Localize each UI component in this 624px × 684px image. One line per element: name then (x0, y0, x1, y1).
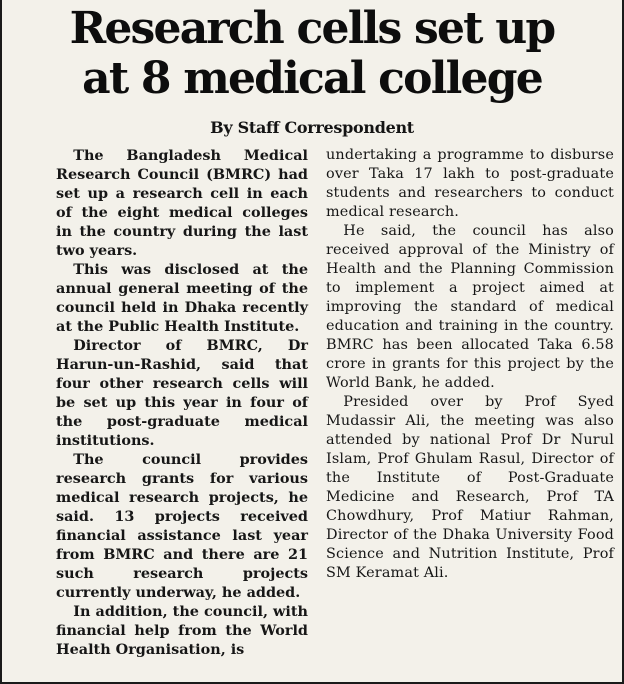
paragraph: undertaking a programme to disburse over Taka 17 lakh to post-graduate students and researchers to conduct medical research. (326, 147, 614, 220)
paragraph: This was disclosed at the annual general meeting of the council held in Dhaka recently at the Public Health Institute. (56, 261, 308, 335)
paragraph: He said, the council has also received approval of the Ministry of Health and the Planning Commission to implement a project aimed at improving the standard of medical education and training in the country. BMRC has been allocated Taka 6.58 crore in grants for this project by the World Bank, he added. (326, 223, 614, 391)
article-column-right (326, 146, 614, 583)
paragraph: Director of BMRC, Dr Harun-un-Rashid, said that four other research cells will be set up this year in four of the post-graduate medical institutions. (56, 337, 308, 449)
headline-line-2: at 8 medical college (82, 53, 542, 104)
paragraph: The council provides research grants for various medical research projects, he said. 13 projects received financial assistance last year from BMRC and there are 21 such research projects currently underway, he added. (56, 451, 308, 601)
paragraph: In addition, the council, with financial help from the World Health Organisation, is (56, 603, 308, 658)
headline (2, 4, 622, 104)
paragraph: The Bangladesh Medical Research Council (BMRC) had set up a research cell in each of the eight medical colleges in the country during the last two years. (56, 147, 308, 259)
headline-line-1: Research cells set up (69, 3, 555, 54)
byline: By Staff Correspondent (210, 118, 414, 137)
paragraph: Presided over by Prof Syed Mudassir Ali, the meeting was also attended by national Prof Dr Nurul Islam, Prof Ghulam Rasul, Director of the Institute of Post-Graduate Medicine and Research, Prof TA Chowdhury, Prof Matiur Rahman, Director of the Dhaka University Food Science and Nutrition Institute, Prof SM Keramat Ali. (326, 394, 614, 581)
article-column-left (56, 146, 308, 659)
